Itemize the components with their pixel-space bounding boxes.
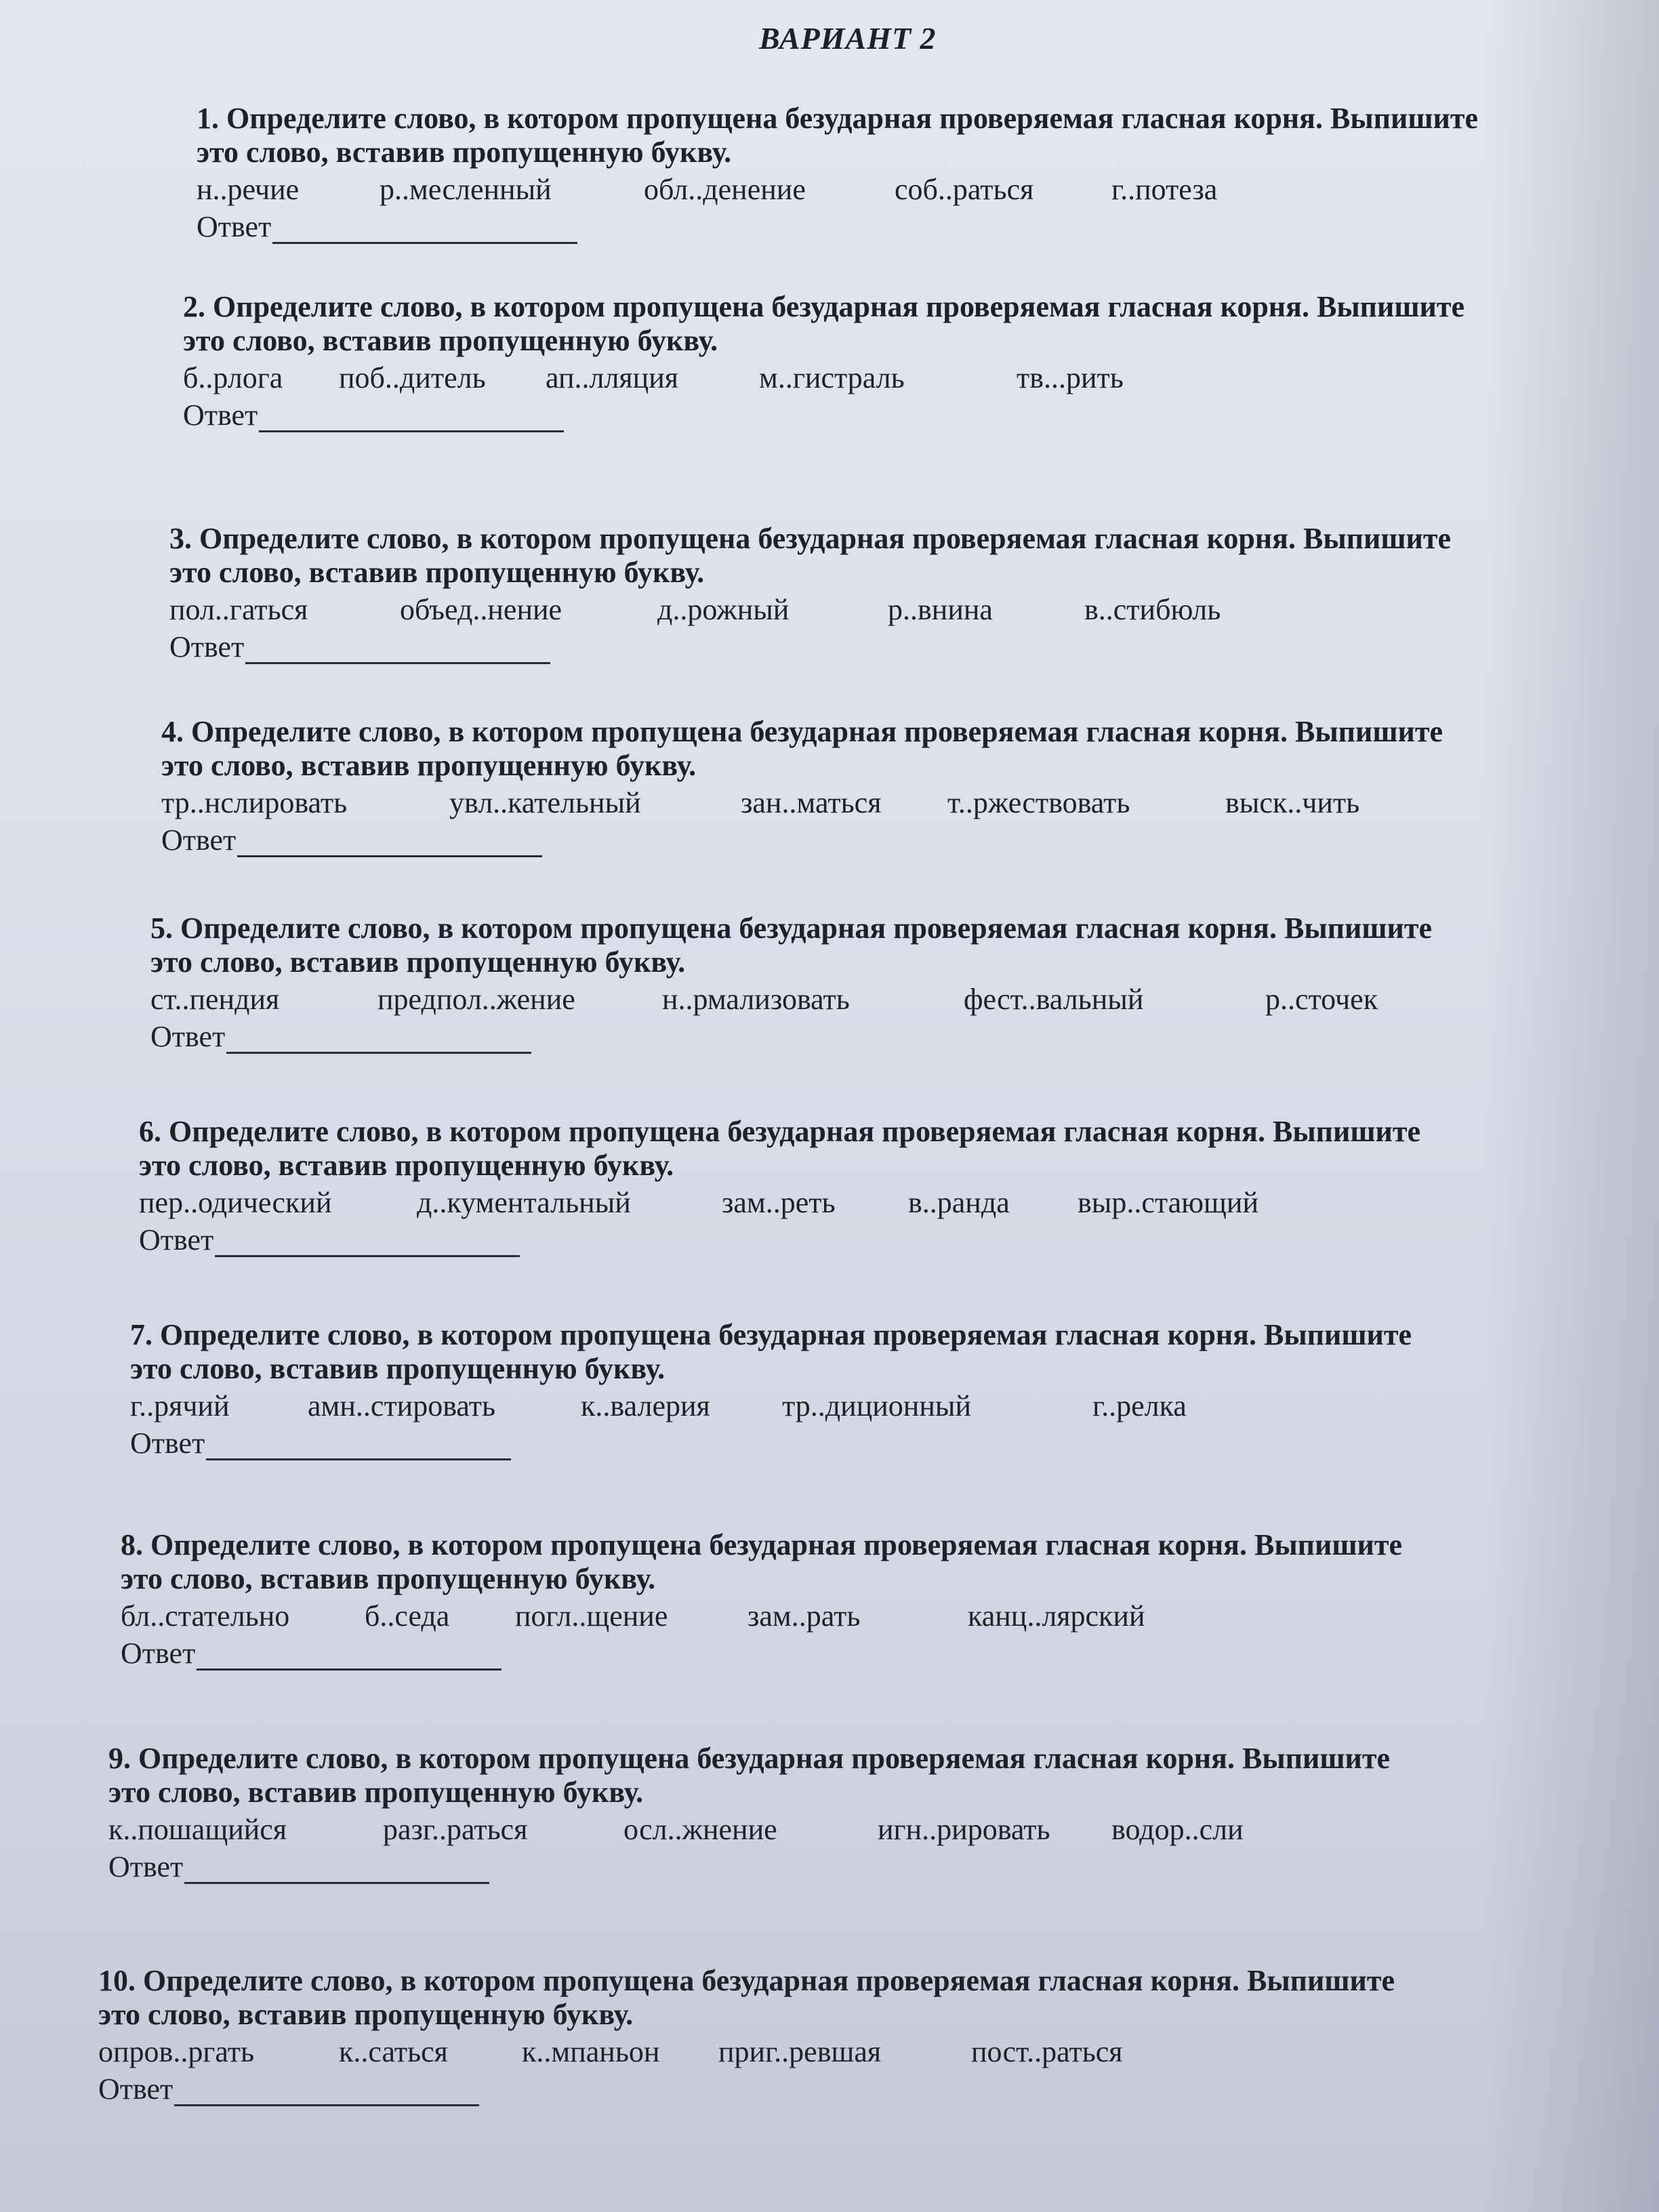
answer-line[interactable] (272, 215, 577, 244)
answer-label: Ответ (108, 1850, 184, 1883)
word-option: пост..раться (971, 2035, 1123, 2068)
task-prompt: 9. Определите слово, в котором пропущена безударная проверяемая гласная корня. Выпишите это слово, вставив пропущенную букву. (108, 1742, 1391, 1809)
answer-row (183, 397, 1484, 432)
word-option: зам..реть (722, 1186, 836, 1219)
task-prompt: 7. Определите слово, в котором пропущена безударная проверяемая гласная корня. Выпишите это слово, вставив пропущенную букву. (130, 1318, 1412, 1385)
word-option: ап..лляция (546, 361, 678, 394)
answer-label: Ответ (121, 1637, 196, 1670)
answer-line[interactable] (206, 1431, 511, 1460)
answer-line[interactable] (245, 635, 550, 664)
word-options (139, 1185, 1440, 1222)
word-option: увл..кательный (449, 786, 641, 819)
task-prompt: 4. Определите слово, в котором пропущена безударная проверяемая гласная корня. Выпишите это слово, вставив пропущенную букву. (161, 715, 1443, 782)
word-option: соб..раться (895, 173, 1034, 206)
word-option: б..рлога (183, 361, 283, 394)
word-options (150, 982, 1452, 1019)
task-prompt: 6. Определите слово, в котором пропущена безударная проверяемая гласная корня. Выпишите это слово, вставив пропущенную букву. (139, 1115, 1421, 1182)
word-options (130, 1389, 1431, 1425)
answer-row (121, 1635, 1422, 1671)
word-option: обл..денение (644, 173, 806, 206)
answer-line[interactable] (259, 403, 564, 432)
answer-row (161, 822, 1462, 857)
task-1 (197, 102, 1498, 244)
word-option: г..потеза (1111, 173, 1218, 206)
answer-label: Ответ (183, 398, 258, 432)
word-option: г..релка (1092, 1389, 1187, 1422)
answer-label: Ответ (150, 1020, 226, 1053)
task-3 (169, 522, 1471, 664)
word-options (197, 172, 1498, 209)
task-prompt: 5. Определите слово, в котором пропущена безударная проверяемая гласная корня. Выпишите это слово, вставив пропущенную букву. (150, 912, 1433, 979)
word-option: объед..нение (400, 593, 562, 626)
answer-row (108, 1849, 1410, 1884)
task-7 (130, 1318, 1431, 1460)
task-prompt: 1. Определите слово, в котором пропущена безударная проверяемая гласная корня. Выпишите это слово, вставив пропущенную букву. (197, 102, 1479, 169)
answer-label: Ответ (161, 823, 237, 857)
word-option: осл..жнение (623, 1813, 777, 1846)
task-prompt: 2. Определите слово, в котором пропущена безударная проверяемая гласная корня. Выпишите это слово, вставив пропущенную букву. (183, 290, 1465, 357)
answer-line[interactable] (174, 2077, 479, 2106)
word-option: бл..стательно (121, 1599, 290, 1633)
word-option: тр..диционный (782, 1389, 971, 1422)
word-option: г..рячий (130, 1389, 230, 1422)
word-options (183, 361, 1484, 397)
word-option: д..кументальный (417, 1186, 631, 1219)
task-prompt: 3. Определите слово, в котором пропущена безударная проверяемая гласная корня. Выпишите это слово, вставив пропущенную букву. (169, 522, 1452, 589)
word-option: м..гистраль (759, 361, 905, 394)
task-10 (98, 1964, 1399, 2106)
answer-label: Ответ (139, 1223, 214, 1256)
word-option: выр..стающий (1078, 1186, 1259, 1219)
word-options (121, 1599, 1422, 1635)
word-option: водор..сли (1111, 1813, 1244, 1846)
task-4 (161, 715, 1462, 857)
word-option: к..мпаньон (522, 2035, 660, 2068)
task-prompt: 10. Определите слово, в котором пропущена безударная проверяемая гласная корня. Выпишите это слово, вставив пропущенную букву. (98, 1964, 1395, 2031)
task-prompt: 8. Определите слово, в котором пропущена безударная проверяемая гласная корня. Выпишите это слово, вставив пропущенную букву. (121, 1528, 1403, 1595)
answer-line[interactable] (226, 1025, 531, 1054)
page-shadow (1483, 0, 1659, 2212)
word-option: амн..стировать (308, 1389, 496, 1422)
answer-row (98, 2071, 1399, 2106)
answer-label: Ответ (98, 2072, 173, 2106)
task-8 (121, 1528, 1422, 1671)
answer-line[interactable] (197, 1641, 501, 1671)
word-option: т..ржествовать (947, 786, 1130, 819)
word-option: фест..вальный (964, 983, 1144, 1016)
word-option: д..рожный (657, 593, 790, 626)
word-options (161, 785, 1462, 822)
page-title: ВАРИАНТ 2 (759, 21, 937, 56)
task-9 (108, 1742, 1410, 1884)
word-option: к..валерия (581, 1389, 710, 1422)
answer-line[interactable] (184, 1855, 489, 1884)
word-option: канц..лярский (968, 1599, 1145, 1633)
answer-label: Ответ (169, 630, 245, 663)
word-option: н..рмализовать (662, 983, 850, 1016)
word-option: к..саться (339, 2035, 448, 2068)
answer-row (130, 1425, 1431, 1460)
word-option: разг..раться (383, 1813, 528, 1846)
answer-row (139, 1222, 1440, 1257)
word-option: предпол..жение (377, 983, 575, 1016)
answer-row (150, 1019, 1452, 1054)
task-5 (150, 912, 1452, 1054)
word-option: н..речие (197, 173, 300, 206)
word-option: в..стибюль (1084, 593, 1221, 626)
task-6 (139, 1115, 1440, 1257)
task-2 (183, 290, 1484, 432)
word-option: тр..нслировать (161, 786, 348, 819)
word-option: зам..рать (747, 1599, 861, 1633)
word-options (108, 1812, 1410, 1849)
word-option: тв...рить (1017, 361, 1124, 394)
word-option: игн..рировать (878, 1813, 1050, 1846)
word-option: ст..пендия (150, 983, 280, 1016)
answer-line[interactable] (237, 828, 542, 857)
word-option: р..сточек (1265, 983, 1378, 1016)
word-option: р..внина (888, 593, 993, 626)
answer-line[interactable] (215, 1228, 520, 1257)
word-option: б..седа (365, 1599, 450, 1633)
word-option: опров..ргать (98, 2035, 255, 2068)
word-options (169, 592, 1471, 629)
word-option: к..пошащийся (108, 1813, 287, 1846)
word-option: в..ранда (908, 1186, 1010, 1219)
answer-row (197, 209, 1498, 244)
answer-row (169, 629, 1471, 664)
word-option: приг..ревшая (718, 2035, 882, 2068)
word-option: пер..одический (139, 1186, 332, 1219)
word-option: поб..дитель (339, 361, 486, 394)
answer-label: Ответ (130, 1427, 205, 1460)
word-option: зан..маться (741, 786, 882, 819)
word-option: пол..гаться (169, 593, 308, 626)
word-options (98, 2034, 1399, 2071)
word-option: погл..щение (515, 1599, 668, 1633)
answer-label: Ответ (197, 210, 272, 243)
word-option: выск..чить (1225, 786, 1360, 819)
word-option: р..месленный (380, 173, 552, 206)
